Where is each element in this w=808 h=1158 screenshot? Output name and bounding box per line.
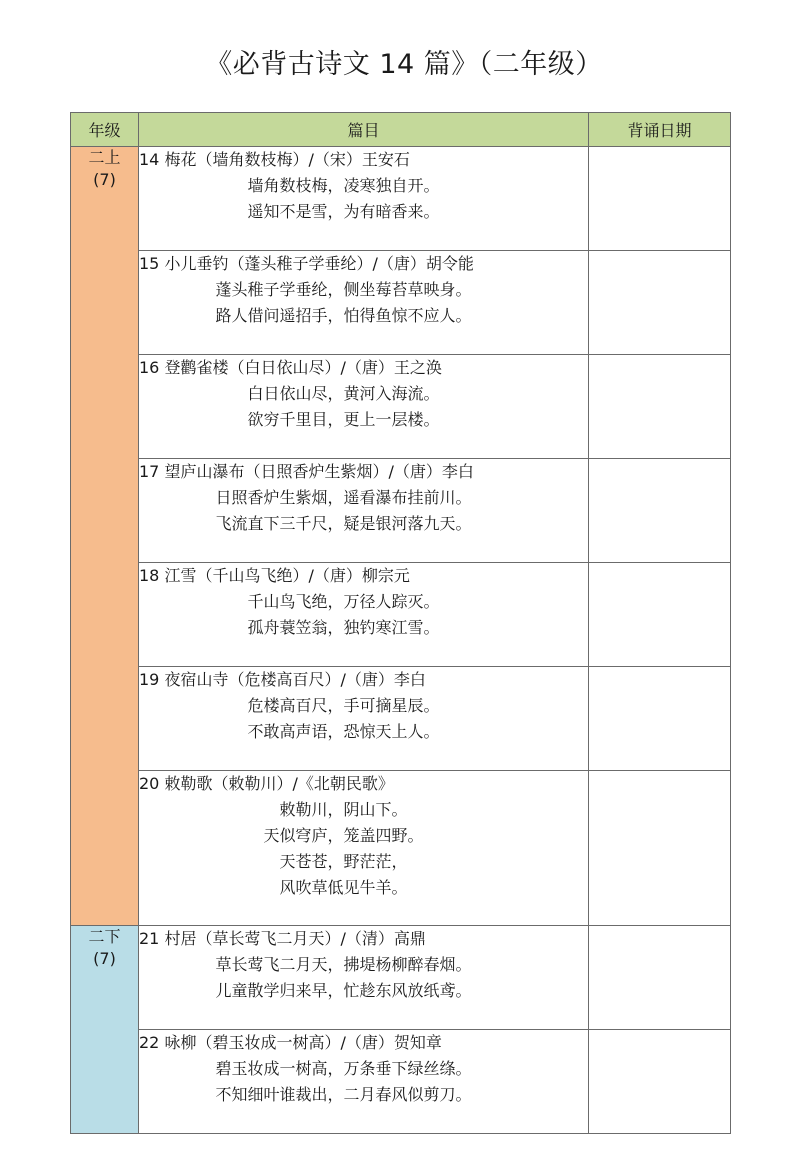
recitation-date-cell[interactable] [589, 667, 731, 771]
poem-line: 蓬头稚子学垂纶，侧坐莓苔草映身。 [215, 280, 472, 299]
poem-cell [139, 251, 589, 355]
recitation-date-cell[interactable] [589, 563, 731, 667]
poem-cell [139, 563, 589, 667]
poem-line: 飞流直下三千尺，疑是银河落九天。 [215, 514, 472, 533]
poem-line: 草长莺飞二月天，拂堤杨柳醉春烟。 [215, 955, 472, 974]
grade-cell-upper [71, 147, 139, 926]
table-row [71, 251, 731, 355]
recitation-date-cell[interactable] [589, 926, 731, 1030]
poem-cell [139, 459, 589, 563]
grade-count: (7) [93, 949, 116, 968]
table-row [71, 1030, 731, 1134]
poem-line: 墙角数枝梅，凌寒独自开。 [247, 176, 440, 195]
table-row [71, 459, 731, 563]
poem-line: 不知细叶谁裁出，二月春风似剪刀。 [215, 1085, 472, 1104]
recitation-date-cell[interactable] [589, 771, 731, 926]
poem-cell [139, 926, 589, 1030]
poem-line: 千山鸟飞绝，万径人踪灭。 [247, 592, 440, 611]
poem-title: 17 望庐山瀑布（日照香炉生紫烟）/（唐）李白 [139, 462, 474, 481]
recitation-date-cell[interactable] [589, 355, 731, 459]
recitation-date-cell[interactable] [589, 459, 731, 563]
poem-cell [139, 1030, 589, 1134]
poem-line: 敕勒川，阴山下。 [279, 800, 408, 819]
poem-cell [139, 771, 589, 926]
grade-name: 二下 [88, 927, 121, 946]
grade-cell-lower [71, 926, 139, 1134]
table-row [71, 563, 731, 667]
poem-title: 18 江雪（千山鸟飞绝）/（唐）柳宗元 [139, 566, 410, 585]
poem-line: 白日依山尽，黄河入海流。 [247, 384, 440, 403]
header-grade: 年级 [71, 113, 139, 147]
poem-line: 不敢高声语，恐惊天上人。 [247, 722, 440, 741]
header-poem: 篇目 [139, 113, 589, 147]
table-row [71, 147, 731, 251]
poem-line: 欲穷千里目，更上一层楼。 [247, 410, 440, 429]
poem-title: 14 梅花（墙角数枝梅）/（宋）王安石 [139, 150, 410, 169]
poem-title: 22 咏柳（碧玉妆成一树高）/（唐）贺知章 [139, 1033, 442, 1052]
poem-line: 孤舟蓑笠翁，独钓寒江雪。 [247, 618, 440, 637]
poem-title: 15 小儿垂钓（蓬头稚子学垂纶）/（唐）胡令能 [139, 254, 474, 273]
grade-count: (7) [93, 170, 116, 189]
poem-line: 危楼高百尺，手可摘星辰。 [247, 696, 440, 715]
poem-title: 20 敕勒歌（敕勒川）/《北朝民歌》 [139, 774, 394, 793]
poem-line: 儿童散学归来早，忙趁东风放纸鸢。 [215, 981, 472, 1000]
table-row [71, 926, 731, 1030]
table-row [71, 667, 731, 771]
table-row [71, 771, 731, 926]
poem-line: 日照香炉生紫烟，遥看瀑布挂前川。 [215, 488, 472, 507]
poem-title: 19 夜宿山寺（危楼高百尺）/（唐）李白 [139, 670, 426, 689]
poem-line: 碧玉妆成一树高，万条垂下绿丝绦。 [215, 1059, 472, 1078]
recitation-date-cell[interactable] [589, 1030, 731, 1134]
header-date: 背诵日期 [589, 113, 731, 147]
poem-table [70, 112, 731, 1134]
poem-cell [139, 355, 589, 459]
poem-line: 风吹草低见牛羊。 [279, 878, 408, 897]
recitation-date-cell[interactable] [589, 251, 731, 355]
poem-cell [139, 147, 589, 251]
table-row [71, 355, 731, 459]
poem-title: 16 登鹳雀楼（白日依山尽）/（唐）王之涣 [139, 358, 442, 377]
table-header-row [71, 113, 731, 147]
poem-cell [139, 667, 589, 771]
poem-line: 路人借问遥招手，怕得鱼惊不应人。 [215, 306, 472, 325]
page-title: 《必背古诗文 14 篇》（二年级） [205, 49, 603, 80]
recitation-date-cell[interactable] [589, 147, 731, 251]
grade-name: 二上 [88, 148, 121, 167]
poem-title: 21 村居（草长莺飞二月天）/（清）高鼎 [139, 929, 426, 948]
poem-line: 天似穹庐，笼盖四野。 [263, 826, 424, 845]
poem-line: 天苍苍，野茫茫， [279, 852, 408, 871]
poem-line: 遥知不是雪，为有暗香来。 [247, 202, 440, 221]
